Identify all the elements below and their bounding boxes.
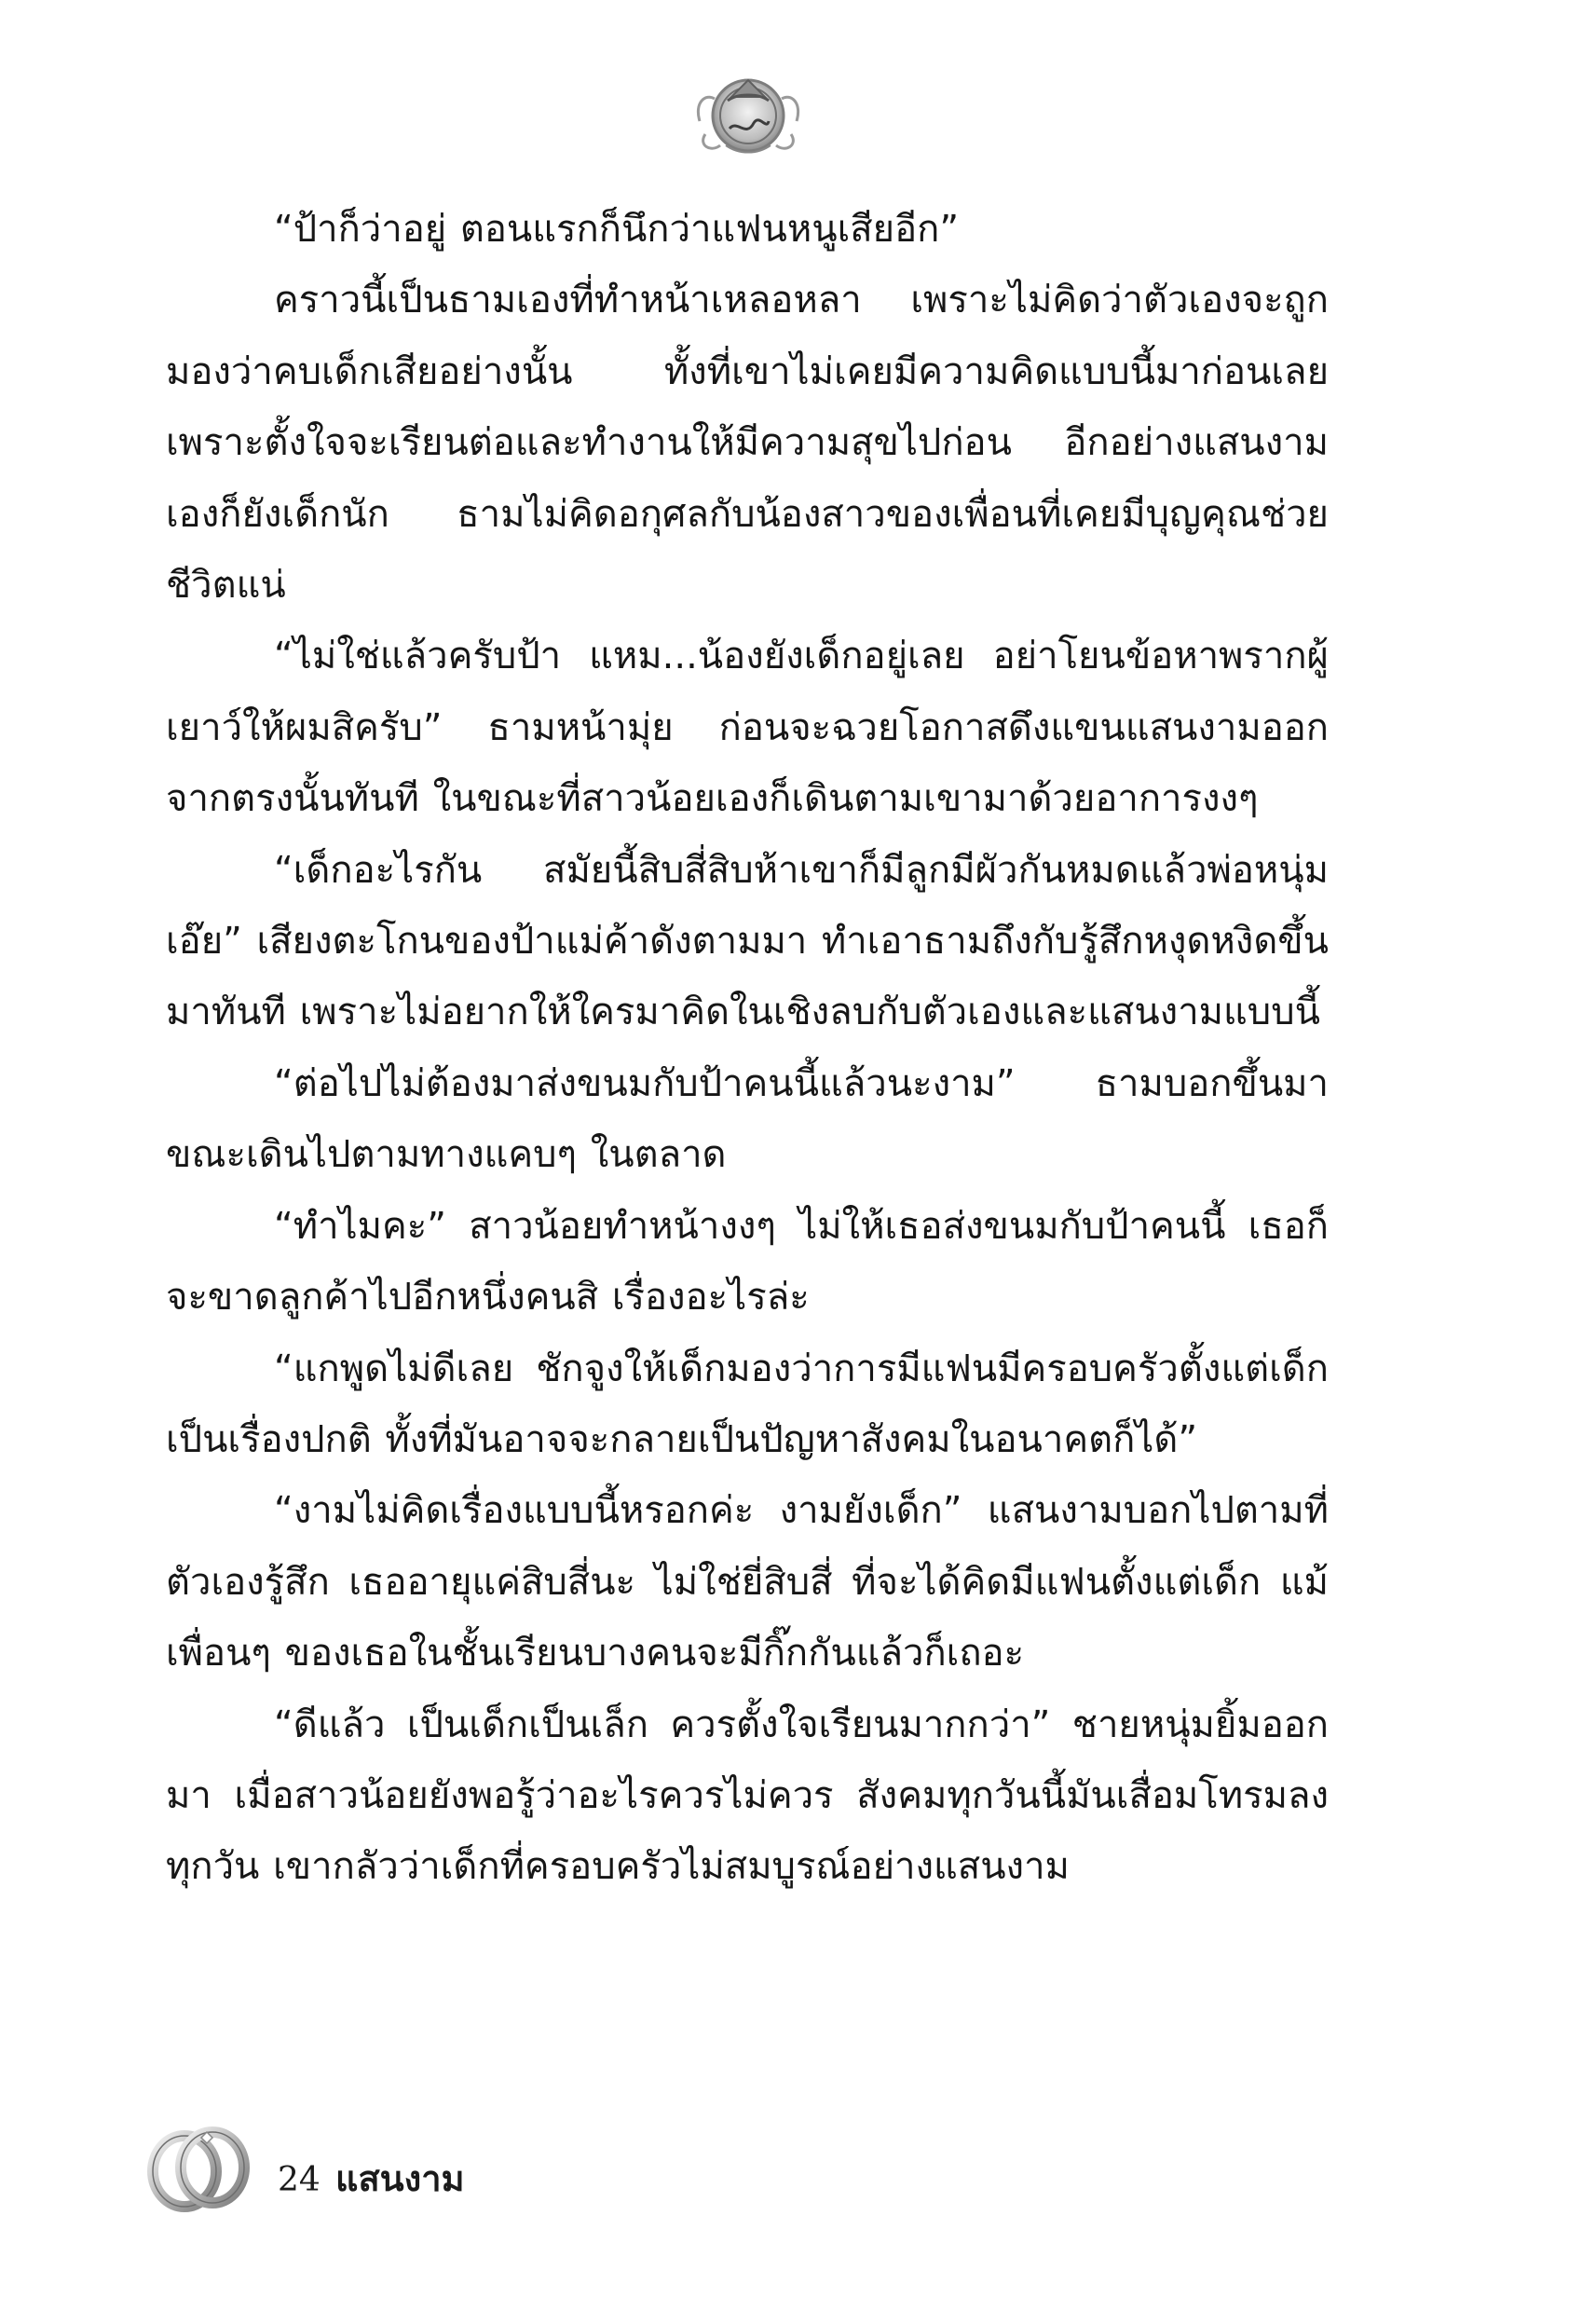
paragraph: “ต่อไปไม่ต้องมาส่งขนมกับป้าคนนี้แล้วนะงาม” ธามบอกขึ้นมาขณะเดินไปตามทางแคบๆ ในตลาด [166, 1061, 1329, 1177]
paragraph: “เด็กอะไรกัน สมัยนี้สิบสี่สิบห้าเขาก็มีลูกมีผัวกันหมดแล้วพ่อหนุ่มเอ๊ย” เสียงตะโกนของป้าแม่ค้าดังตามมา ทำเอาธามถึงกับรู้สึกหงุดหงิดขึ้นมาทันที เพราะไม่อยากให้ใครมาคิดในเชิงลบกับตัวเองและแสนงามแบบนี้ [166, 848, 1329, 1034]
ornamental-crest-icon [692, 56, 804, 166]
paragraph: “ป้าก็ว่าอยู่ ตอนแรกก็นึกว่าแฟนหนูเสียอีก” [274, 208, 960, 251]
paragraph: คราวนี้เป็นธามเองที่ทำหน้าเหลอหลา เพราะไม่คิดว่าตัวเองจะถูกมองว่าคบเด็กเสียอย่างนั้น ทั้งที่เขาไม่เคยมีความคิดแบบนี้มาก่อนเลย เพราะตั้งใจจะเรียนต่อและทำงานให้มีความสุขไปก่อน อีกอย่างแสนงามเองก็ยังเด็กนัก ธามไม่คิดอกุศลกับน้องสาวของเพื่อนที่เคยมีบุญคุณช่วยชีวิตแน่ [166, 279, 1329, 608]
wedding-rings-icon [140, 2113, 257, 2223]
paragraph: “ทำไมคะ” สาวน้อยทำหน้างงๆ ไม่ให้เธอส่งขนมกับป้าคนนี้ เธอก็จะขาดลูกค้าไปอีกหนึ่งคนสิ เรื่องอะไรล่ะ [166, 1204, 1329, 1320]
paragraph: “งามไม่คิดเรื่องแบบนี้หรอกค่ะ งามยังเด็ก” แสนงามบอกไปตามที่ตัวเองรู้สึก เธออายุแค่สิบสี่นะ ไม่ใช่ยี่สิบสี่ ที่จะได้คิดมีแฟนตั้งแต่เด็ก แม้เพื่อนๆ ของเธอในชั้นเรียนบางคนจะมีกิ๊กกันแล้วก็เถอะ [166, 1489, 1329, 1675]
paragraph: “ดีแล้ว เป็นเด็กเป็นเล็ก ควรตั้งใจเรียนมากกว่า” ชายหนุ่มยิ้มออกมา เมื่อสาวน้อยยังพอรู้ว่าอะไรควรไม่ควร สังคมทุกวันนี้มันเสื่อมโทรมลงทุกวัน เขากลัวว่าเด็กที่ครอบครัวไม่สมบูรณ์อย่างแสนงาม [166, 1702, 1329, 1889]
book-title: แสนงาม [335, 2158, 465, 2199]
paragraph: “ไม่ใช่แล้วครับป้า แหม...น้องยังเด็กอยู่เลย อย่าโยนข้อหาพรากผู้เยาว์ให้ผมสิครับ” ธามหน้ามุ่ย ก่อนจะฉวยโอกาสดึงแขนแสนงามออกจากตรงนั้นทันที ในขณะที่สาวน้อยเองก็เดินตามเขามาด้วยอาการงงๆ [166, 635, 1329, 821]
paragraph: “แกพูดไม่ดีเลย ชักจูงให้เด็กมองว่าการมีแฟนมีครอบครัวตั้งแต่เด็กเป็นเรื่องปกติ ทั้งที่มันอาจจะกลายเป็นปัญหาสังคมในอนาคตก็ได้” [166, 1347, 1329, 1461]
page-footer [140, 2113, 699, 2225]
page-number: 24 [278, 2161, 321, 2199]
body-text [166, 194, 1329, 1903]
